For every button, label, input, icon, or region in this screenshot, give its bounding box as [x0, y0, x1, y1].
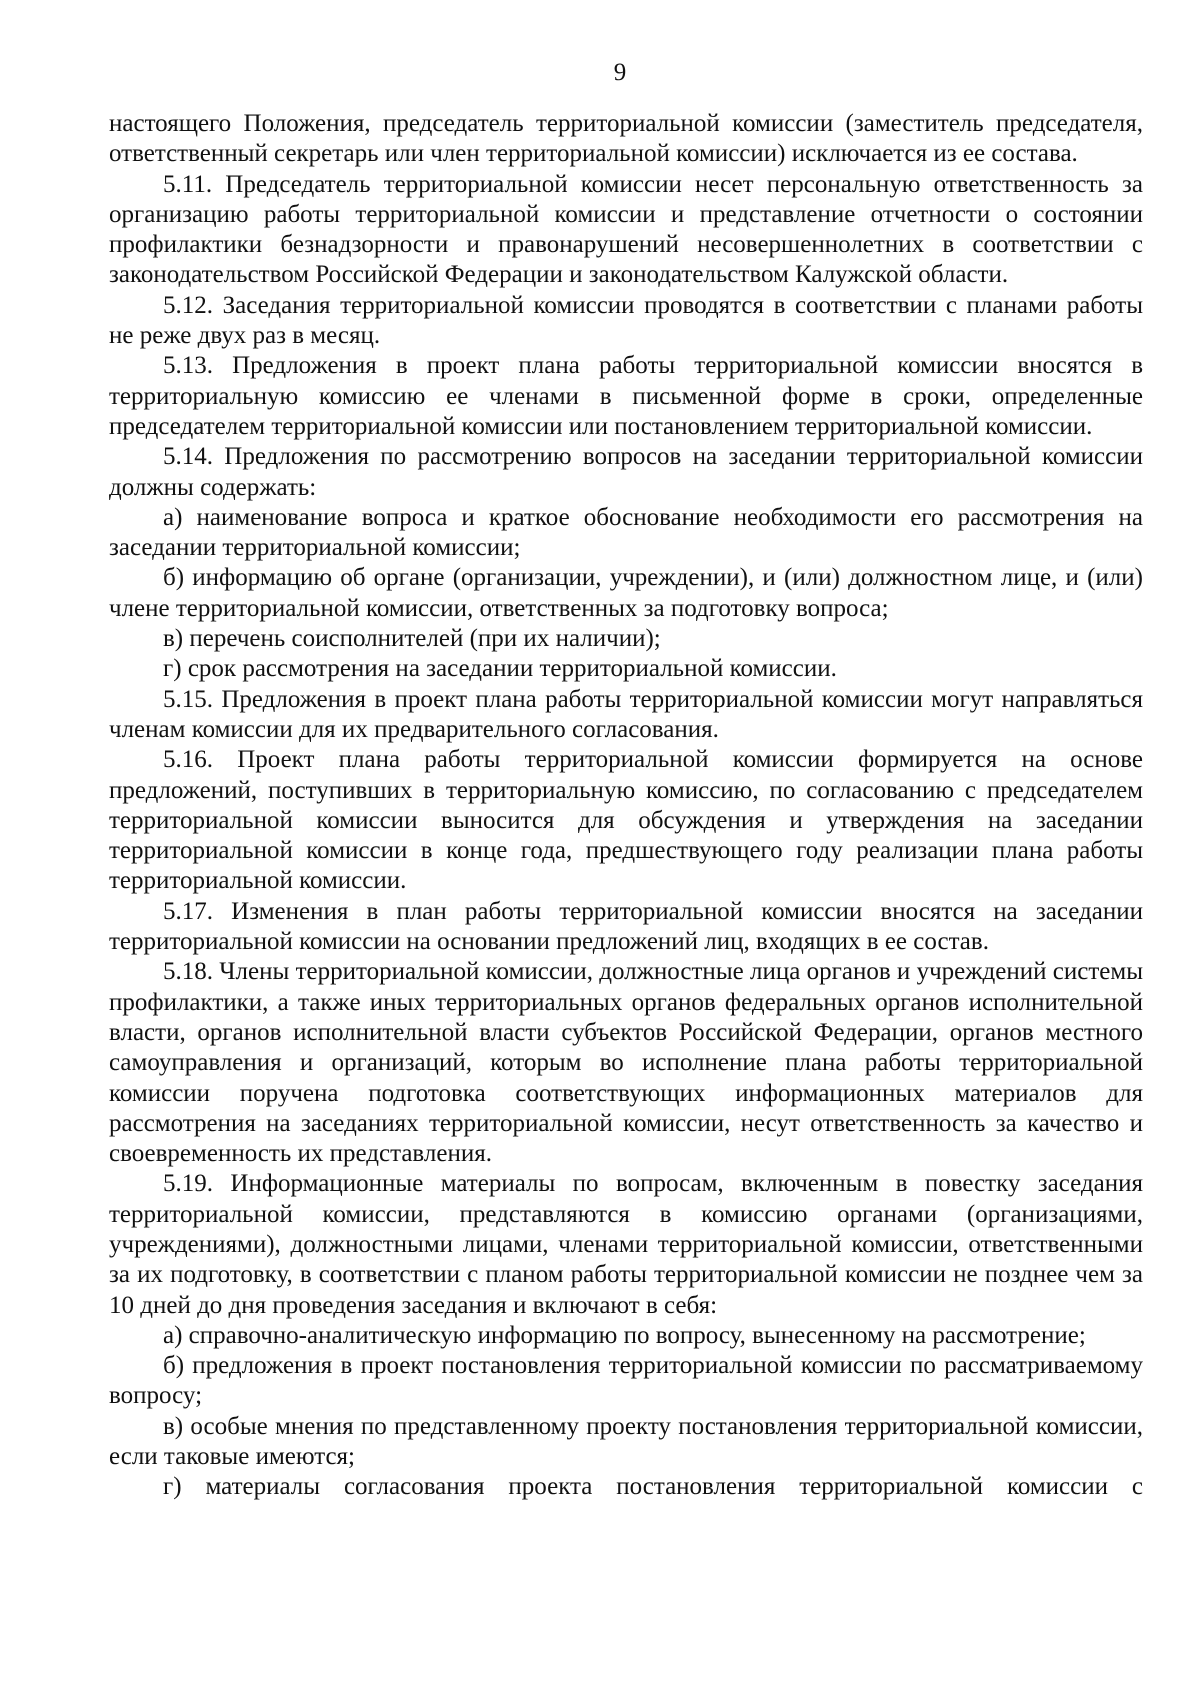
paragraph-5-17: 5.17. Изменения в план работы территориальной комиссии вносятся на заседании территориальной комиссии на основании предложений лиц, входящих в ее состав. [109, 897, 1143, 956]
paragraph-5-13: 5.13. Предложения в проект плана работы территориальной комиссии вносятся в территориальную комиссию ее членами в письменной форме в сроки, определенные председателем территориальной комиссии или постановлением территориальной комиссии. [109, 352, 1143, 440]
paragraph-5-14: 5.14. Предложения по рассмотрению вопросов на заседании территориальной комиссии должны содержать: [109, 443, 1143, 501]
paragraph-5-16: 5.16. Проект плана работы территориальной комиссии формируется на основе предложений, поступивших в территориальную комиссию, по согласованию с председателем территориальной комиссии выносится для обсуждения и утверждения на заседании территориальной комиссии в конце года, предшествующего году реализации плана работы территориальной комиссии. [109, 746, 1143, 895]
document-body [109, 109, 1143, 1503]
paragraph-5-12: 5.12. Заседания территориальной комиссии проводятся в соответствии с планами работы не реже двух раз в месяц. [109, 291, 1143, 350]
list-item-5-14-v: в) перечень соисполнителей (при их наличии); [163, 625, 661, 653]
list-item-5-19-a: а) справочно-аналитическую информацию по вопросу, вынесенному на рассмотрение; [163, 1321, 1086, 1349]
paragraph-5-18: 5.18. Члены территориальной комиссии, должностные лица органов и учреждений системы профилактики, а также иных территориальных органов федеральных органов исполнительной власти, органов исполнительной власти субъектов Российской Федерации, органов местного самоуправления и организаций, которым во исполнение плана работы территориальной комиссии поручена подготовка соответствующих информационных материалов для рассмотрения на заседаниях территориальной комиссии, несут ответственность за качество и своевременность их представления. [109, 958, 1143, 1168]
list-item-5-14-g: г) срок рассмотрения на заседании территориальной комиссии. [163, 655, 837, 683]
paragraph-5-19: 5.19. Информационные материалы по вопросам, включенным в повестку заседания территориальной комиссии, представляются в комиссию органами (организациями, учреждениями), должностными лицами, членами территориальной комиссии, ответственными за их подготовку, в соответствии с планом работы территориальной комиссии не позднее чем за 10 дней до дня проведения заседания и включают в себя: [109, 1170, 1143, 1319]
list-item-5-14-a: а) наименование вопроса и краткое обоснование необходимости его рассмотрения на заседании территориальной комиссии; [109, 503, 1143, 562]
list-item-5-14-b: б) информацию об органе (организации, учреждении), и (или) должностном лице, и (или) члене территориальной комиссии, ответственных за подготовку вопроса; [109, 564, 1143, 622]
list-item-5-19-g: г) материалы согласования проекта постановления территориальной комиссии с [163, 1473, 1143, 1501]
paragraph-5-11: 5.11. Председатель территориальной комиссии несет персональную ответственность за организацию работы территориальной комиссии и представление отчетности о состоянии профилактики безнадзорности и правонарушений несовершеннолетних в соответствии с законодательством Российской Федерации и законодательством Калужской области. [109, 170, 1143, 289]
list-item-5-19-b: б) предложения в проект постановления территориальной комиссии по рассматриваемому вопросу; [109, 1352, 1143, 1410]
page-number: 9 [613, 59, 627, 86]
paragraph-5-15: 5.15. Предложения в проект плана работы территориальной комиссии могут направляться членам комиссии для их предварительного согласования. [109, 685, 1143, 743]
list-item-5-19-v: в) особые мнения по представленному проекту постановления территориальной комиссии, если таковые имеются; [109, 1412, 1143, 1471]
paragraph-continuation: настоящего Положения, председатель территориальной комиссии (заместитель председателя, ответственный секретарь или член территориальной комиссии) исключается из ее состава. [109, 110, 1143, 168]
